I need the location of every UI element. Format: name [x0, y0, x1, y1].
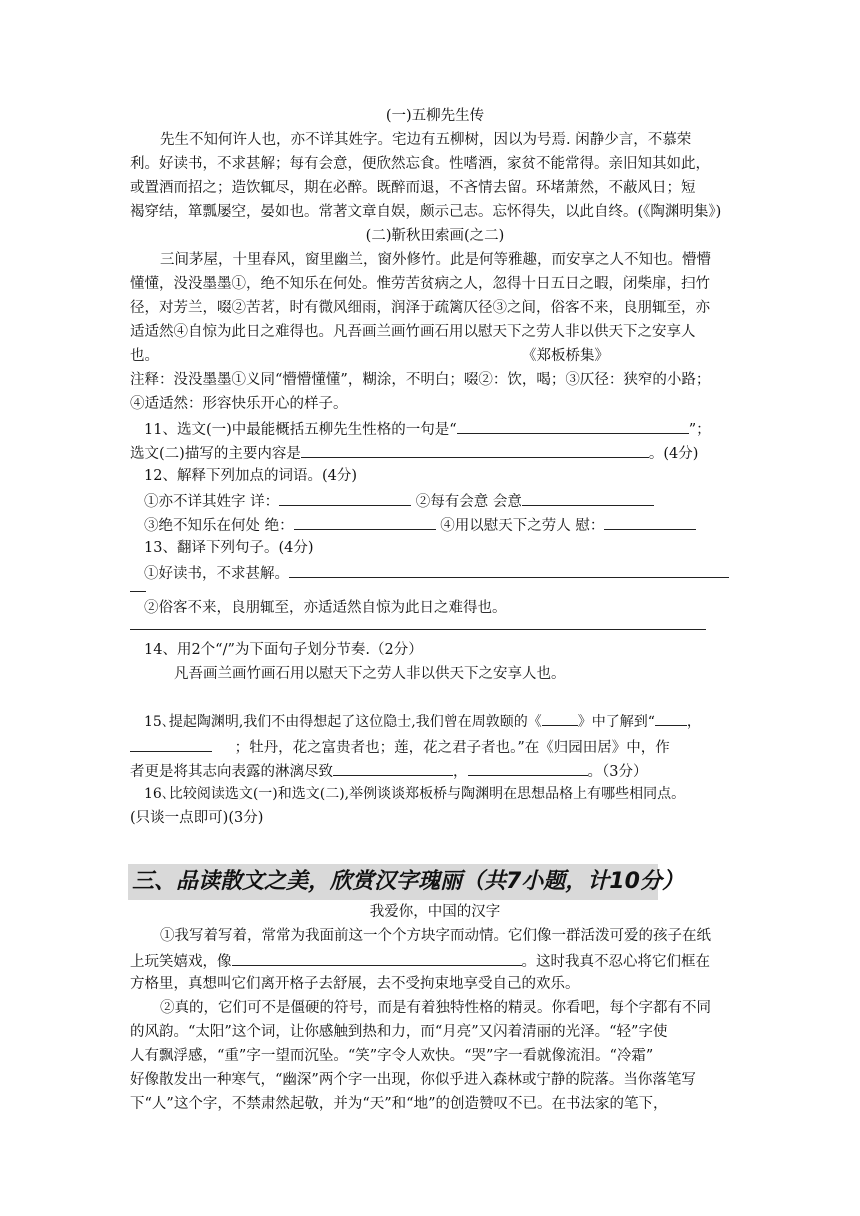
- question-14: 14、用2个“/”为下面句子划分节奏.（2分）: [144, 642, 423, 658]
- question-11-points: 。(4分): [648, 446, 699, 462]
- section-3-line-5: 的风韵。“太阳”这个词，让你感触到热和力，而“月亮”又闪着清丽的光泽。“轻”字使: [130, 1024, 668, 1040]
- passage2-source: 《郑板桥集》: [522, 348, 609, 364]
- question-13-item-1: ①好读书，不求甚解。: [144, 566, 289, 582]
- section-3-line-2-end: 。这时我真不忍心将它们框在: [521, 954, 710, 970]
- answer-blank-15c[interactable]: [130, 736, 212, 752]
- answer-blank-15e[interactable]: [468, 760, 588, 776]
- answer-blank-11b[interactable]: [301, 442, 649, 458]
- question-12-item-4: ④用以慰天下之劳人 慰：: [440, 518, 605, 534]
- passage1-line-1: 先生不知何许人也，亦不详其姓字。宅边有五柳树，因以为号焉. 闲静少言，不慕荣: [160, 132, 692, 148]
- question-14-sentence: 凡吾画兰画竹画石用以慰天下之劳人非以供天下之安享人也。: [174, 666, 566, 682]
- section-3-heading: 三、品读散文之美，欣赏汉字瑰丽（共7小题，计10分）: [128, 864, 658, 900]
- passage2-line-3: 径，对芳兰，啜②苦茗，时有微风细雨，润泽于疏篱仄径③之间，俗客不来，良朋辄至，亦: [130, 300, 710, 316]
- question-15-line-2: [130, 736, 740, 758]
- question-16-line-2: (只谈一点即可)(3分): [130, 810, 264, 826]
- section-3-line-6: 人有飘浮感，“重”字一望而沉坠。“笑”字令人欢快。“哭”字一看就像流泪。“冷霜”: [130, 1048, 654, 1064]
- passage2-line-2: 懂懂，没没墨墨①，绝不知乐在何处。惟劳苦贫病之人，忽得十日五日之暇，闭柴扉，扫竹: [130, 276, 710, 292]
- answer-blank-12-1[interactable]: [279, 490, 411, 506]
- question-12: 12、解释下列加点的词语。(4分): [144, 468, 357, 484]
- answer-blank-15a[interactable]: [542, 710, 578, 726]
- question-12-item-2: ②每有会意 会意: [415, 494, 522, 510]
- question-12-row-1: [130, 490, 754, 512]
- section-3-line-2: [130, 950, 740, 972]
- question-11-close-quote: ”；: [688, 422, 711, 438]
- question-11-prompt-2: 选文(二)描写的主要内容是: [130, 446, 301, 462]
- section-3-line-7: 好像散发出一种寒气，“幽深”两个字一出现，你似乎进入森林或宁静的院落。当你落笔写: [130, 1072, 696, 1088]
- question-15-points: 。（3分）: [587, 764, 648, 780]
- question-15-prompt-3: ；牡丹，花之富贵者也；莲，花之君子者也。”在《归园田居》中，作: [234, 740, 670, 756]
- section-3-line-3: 方格里，真想叫它们离开格子去舒展，去不受拘束地享受自己的欢乐。: [130, 976, 580, 992]
- question-12-item-3: ③绝不知乐在何处 绝：: [144, 518, 294, 534]
- passage2-line-1: 三间茅屋，十里春风，窗里幽兰，窗外修竹。此是何等雅趣，而安享之人不知也。懵懵: [160, 252, 711, 268]
- passage1-line-4: 褐穿结，箪瓢屡空，晏如也。常著文章自娱，颇示己志。忘怀得失，以此自终。(《陶渊明集》): [130, 204, 722, 220]
- question-15-line-1: [130, 710, 754, 732]
- question-13-line-2: [130, 614, 740, 636]
- answer-blank-13-1-cont[interactable]: [130, 576, 146, 592]
- passage1-line-2: 利。好读书，不求甚解；每有会意，便欣然忘食。性嗜酒，家贫不能常得。亲旧知其如此，: [130, 156, 710, 172]
- question-13-line-1-cont: [130, 576, 740, 598]
- passage1-title: (一)五柳先生传: [385, 108, 485, 124]
- answer-blank-15b[interactable]: [655, 710, 687, 726]
- question-13: 13、翻译下列句子。(4分): [144, 540, 314, 556]
- answer-blank-13-2[interactable]: [130, 614, 706, 630]
- answer-blank-12-4[interactable]: [604, 514, 696, 530]
- question-13-item-2: ②俗客不来，良朋辄至，亦适适然自惊为此日之难得也。: [144, 600, 507, 616]
- section-3-line-1: ①我写着写着，常常为我面前这一个个方块字而动情。它们像一群活泼可爱的孩子在纸: [160, 928, 711, 944]
- section-3-line-4: ②真的，它们可不是僵硬的符号，而是有着独特性格的精灵。你看吧，每个字都有不同: [160, 1000, 711, 1016]
- answer-blank-15d[interactable]: [333, 760, 453, 776]
- answer-blank-11a[interactable]: [457, 418, 689, 434]
- question-15-prompt: 15､提起陶渊明,我们不由得想起了这位隐士,我们曾在周敦颐的《: [144, 714, 542, 730]
- passage2-line-5: [130, 346, 740, 366]
- question-12-row-2: [130, 514, 754, 536]
- question-16-line-1: 16､比较阅读选文(一)和选文(二),举例谈谈郑板桥与陶渊明在思想品格上有哪些相同点。: [144, 786, 686, 802]
- passage2-note-2: ④适适然：形容快乐开心的样子。: [130, 396, 348, 412]
- passage2-line-4: 适适然④自惊为此日之难得也。凡吾画兰画竹画石用以慰天下之劳人非以供天下之安享人: [130, 324, 696, 340]
- question-15-prompt-4: 者更是将其志向表露的淋漓尽致: [130, 764, 333, 780]
- answer-blank-section3[interactable]: [232, 950, 522, 966]
- section-3-line-2-start: 上玩笑嬉戏，像: [130, 954, 232, 970]
- question-15-comma-2: ，: [453, 764, 468, 780]
- answer-blank-12-2[interactable]: [522, 490, 654, 506]
- question-11-prompt: 11、选文(一)中最能概括五柳先生性格的一句是“: [144, 422, 457, 438]
- question-11-line-2: [130, 442, 740, 464]
- passage2-last-line: 也。: [130, 348, 159, 364]
- question-12-item-1: ①亦不详其姓字 详：: [144, 494, 280, 510]
- answer-blank-12-3[interactable]: [294, 514, 436, 530]
- passage1-line-3: 或置酒而招之；造饮辄尽，期在必醉。既醉而退，不吝情去留。环堵萧然，不蔽风日；短: [130, 180, 696, 196]
- passage2-title: (二)靳秋田索画(之二): [365, 228, 505, 244]
- question-15-line-3: [130, 760, 740, 782]
- passage2-note-1: 注释：没没墨墨①义同“懵懵懂懂”，糊涂，不明白；啜②：饮，喝；③仄径：狭窄的小路；: [130, 372, 711, 388]
- section-3-title: 我爱你，中国的汉字: [369, 904, 501, 920]
- question-15-prompt-2: 》中了解到“: [577, 714, 655, 730]
- question-15-comma: ，: [686, 714, 701, 730]
- question-11-line-1: [130, 418, 754, 440]
- section-3-line-8: 下“人”这个字，不禁肃然起敬，并为“天”和“地”的创造赞叹不已。在书法家的笔下，: [130, 1096, 668, 1112]
